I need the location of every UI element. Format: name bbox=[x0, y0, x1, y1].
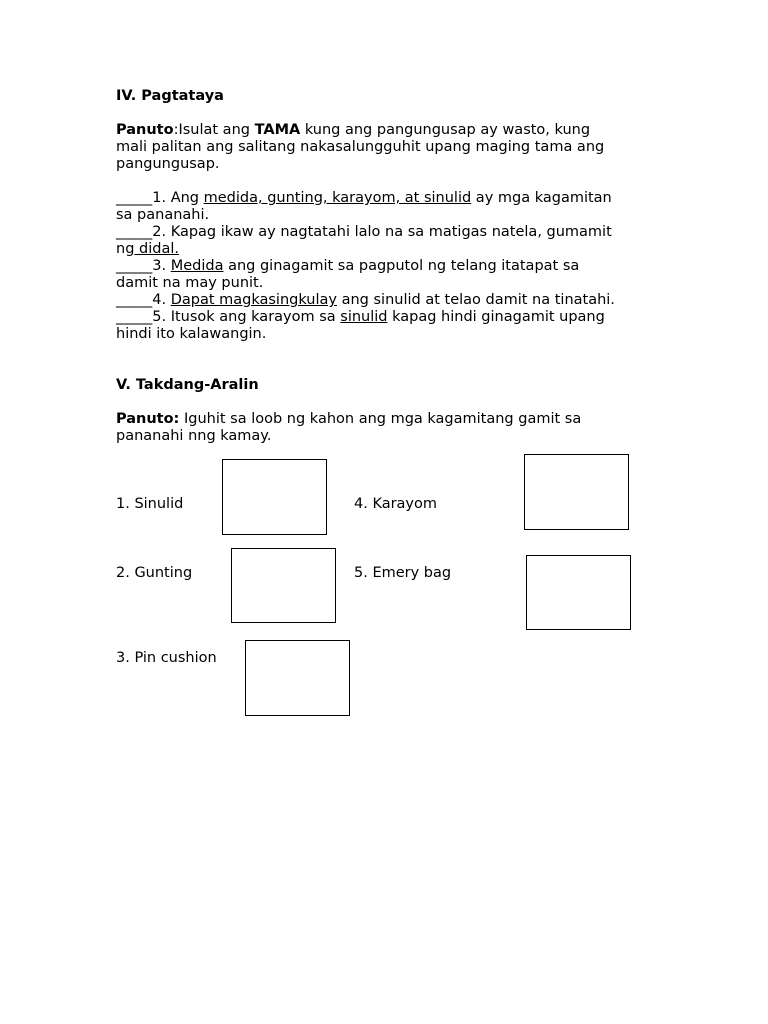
item-2 bbox=[116, 224, 612, 241]
instruction-label: Panuto bbox=[116, 122, 174, 138]
item-5 bbox=[116, 309, 605, 326]
item-4-rest: ang sinulid at telao damit na tinatahi. bbox=[337, 292, 615, 308]
item-1-underlined: medida, gunting, karayom, at sinulid bbox=[203, 190, 472, 206]
item-4-underlined: Dapat magkasingkulay bbox=[170, 292, 337, 308]
draw-item-pin-cushion: 3. Pin cushion bbox=[116, 650, 217, 666]
answer-blank: _____ bbox=[116, 309, 153, 325]
item-3-rest: ang ginagamit sa pagputol ng telang itatapat sa bbox=[223, 258, 580, 274]
item-3-continuation: damit na may punit. bbox=[116, 275, 264, 291]
item-4-text: 4. bbox=[152, 292, 171, 308]
item-2-underlined: didal. bbox=[134, 241, 179, 257]
drawing-box-pin-cushion[interactable] bbox=[245, 640, 350, 716]
draw-item-sinulid: 1. Sinulid bbox=[116, 496, 184, 512]
section-4-heading: IV. Pagtataya bbox=[116, 88, 224, 104]
instruction-label: Panuto: bbox=[116, 411, 180, 427]
instruction-text-2: kung ang pangungusap ay wasto, kung bbox=[300, 122, 591, 138]
drawing-box-emery-bag[interactable] bbox=[526, 555, 631, 630]
item-2-text: 2. Kapag ikaw ay nagtatahi lalo na sa matigas natela, gumamit bbox=[152, 224, 612, 240]
item-2-continuation bbox=[116, 241, 179, 258]
section-4-instruction-line-2: mali palitan ang salitang nakasalungguhit upang maging tama ang bbox=[116, 139, 605, 155]
item-1-continuation: sa pananahi. bbox=[116, 207, 210, 223]
item-3 bbox=[116, 258, 579, 275]
item-3-underlined: Medida bbox=[170, 258, 224, 274]
drawing-box-gunting[interactable] bbox=[231, 548, 336, 623]
item-5-continuation: hindi ito kalawangin. bbox=[116, 326, 267, 342]
item-5-rest: kapag hindi ginagamit upang bbox=[387, 309, 605, 325]
item-5-text: 5. Itusok ang karayom sa bbox=[152, 309, 341, 325]
instruction-text-1: :Isulat ang bbox=[173, 122, 255, 138]
drawing-box-karayom[interactable] bbox=[524, 454, 629, 530]
item-2-lead: ng bbox=[116, 241, 135, 257]
item-3-text: 3. bbox=[152, 258, 171, 274]
section-5-instruction-line-1 bbox=[116, 411, 581, 428]
answer-blank: _____ bbox=[116, 258, 153, 274]
item-4 bbox=[116, 292, 615, 309]
drawing-box-sinulid[interactable] bbox=[222, 459, 327, 535]
draw-item-karayom: 4. Karayom bbox=[354, 496, 438, 512]
item-1-text: 1. Ang bbox=[152, 190, 204, 206]
instruction-tama: TAMA bbox=[254, 122, 301, 138]
item-1 bbox=[116, 190, 612, 207]
section-5-instruction-line-2: pananahi nng kamay. bbox=[116, 428, 272, 444]
item-5-underlined: sinulid bbox=[340, 309, 388, 325]
section-4-instruction-line-1 bbox=[116, 122, 590, 139]
answer-blank: _____ bbox=[116, 292, 153, 308]
item-1-rest: ay mga kagamitan bbox=[471, 190, 612, 206]
draw-item-gunting: 2. Gunting bbox=[116, 565, 193, 581]
draw-item-emery-bag: 5. Emery bag bbox=[354, 565, 452, 581]
instruction-text: Iguhit sa loob ng kahon ang mga kagamitang gamit sa bbox=[179, 411, 582, 427]
section-5-heading: V. Takdang-Aralin bbox=[116, 377, 259, 393]
section-4-instruction-line-3: pangungusap. bbox=[116, 156, 220, 172]
answer-blank: _____ bbox=[116, 224, 153, 240]
answer-blank: _____ bbox=[116, 190, 153, 206]
